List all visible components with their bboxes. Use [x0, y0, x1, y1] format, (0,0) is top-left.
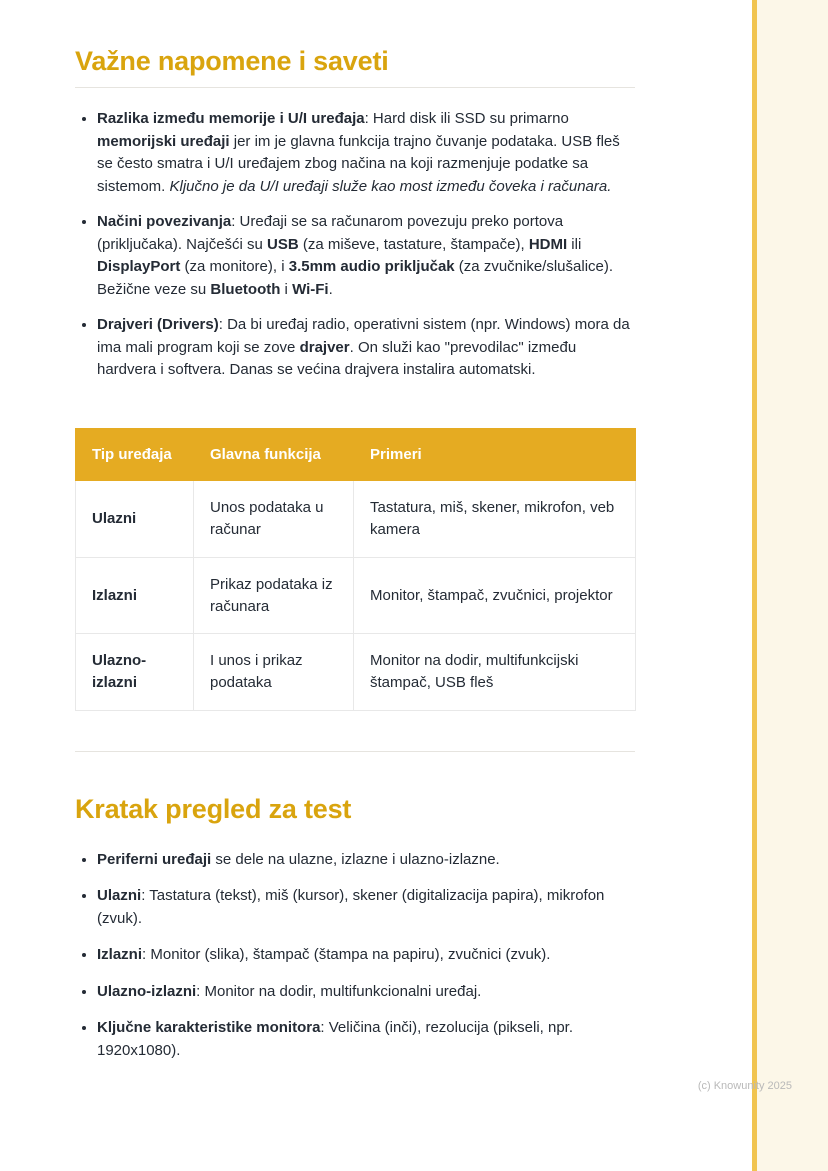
text-segment: : Monitor na dodir, multifunkcionalni uređaj. [196, 982, 482, 1000]
list-item [97, 211, 635, 301]
table-cell: Monitor, štampač, zvučnici, projektor [354, 557, 636, 634]
text-segment: (za zvučnike/slušalice). Bežične veze su [97, 258, 614, 298]
table-header-row [76, 428, 636, 481]
text-segment: 3.5mm audio priključak [288, 258, 455, 275]
page-margin-area [757, 0, 828, 1171]
table-cell: I unos i prikaz podataka [194, 634, 354, 711]
text-segment: . [328, 280, 333, 298]
text-segment: i [280, 280, 293, 298]
text-segment: : Veličina (inči), rezolucija (pikseli, npr. 1920x1080). [97, 1019, 574, 1059]
table-cell: Ulazni [76, 481, 194, 558]
text-segment: HDMI [528, 235, 568, 253]
table-cell: Izlazni [76, 557, 194, 634]
list-item [97, 981, 635, 1004]
text-segment: DisplayPort [97, 258, 181, 275]
table-cell: Monitor na dodir, multifunkcijski štampač, USB fleš [354, 634, 636, 711]
text-segment: Izlazni [97, 946, 143, 964]
table-cell: Prikaz podataka iz računara [194, 557, 354, 634]
text-segment: : Da bi uređaj radio, operativni sistem (npr. Windows) mora da ima mali program koji se zove [97, 316, 630, 356]
text-segment: : Uređaji se sa računarom povezuju preko portova (priključaka). Najčešći su [97, 213, 564, 253]
vertical-accent-bar [752, 0, 757, 1171]
text-segment: Drajveri (Drivers) [97, 316, 219, 333]
list-item [97, 944, 635, 967]
text-segment: USB [267, 235, 299, 253]
text-segment: Wi-Fi [292, 280, 329, 298]
list-item [97, 1017, 635, 1062]
text-segment: . On služi kao "prevodilac" između hardvera i softvera. Danas se većina drajvera instalira automatski. [97, 338, 577, 378]
table-header-cell: Primeri [354, 428, 636, 481]
text-segment: Bluetooth [210, 280, 281, 298]
text-segment: : Hard disk ili SSD su primarno [364, 110, 569, 127]
table-cell: Unos podataka u računar [194, 481, 354, 558]
table-row [76, 481, 636, 558]
text-segment: (za monitore), i [180, 258, 289, 275]
text-segment: se dele na ulazne, izlazne i ulazno-izlazne. [211, 850, 500, 868]
text-segment: jer im je glavna funkcija trajno čuvanje podataka. USB fleš se često smatra i U/I uređajem zbog načina na koji razmenjuje podatke sa sistemom. [97, 132, 620, 195]
text-segment: Ulazni [97, 887, 142, 905]
list-item [97, 108, 635, 198]
text-segment: Periferni uređaji [97, 850, 212, 868]
watermark: (c) Knowunity 2025 [697, 1080, 792, 1092]
table-cell: Ulazno-izlazni [76, 634, 194, 711]
table-header-cell: Tip uređaja [76, 428, 194, 481]
text-segment: drajver [299, 338, 350, 356]
table-cell: Tastatura, miš, skener, mikrofon, veb kamera [354, 481, 636, 558]
text-segment: memorijski uređaji [97, 132, 230, 150]
text-segment: Načini povezivanja [97, 213, 232, 230]
text-segment: ili [567, 235, 582, 253]
text-segment: Ključne karakteristike monitora [97, 1019, 321, 1037]
table-header-cell: Glavna funkcija [194, 428, 354, 481]
text-segment: Ulazno-izlazni [97, 982, 197, 1000]
notes-list [75, 108, 635, 382]
text-segment: Ključno je da U/I uređaji služe kao most između čoveka i računara. [169, 177, 612, 195]
table-row [76, 634, 636, 711]
device-types-table [75, 428, 636, 711]
text-segment: : Monitor (slika), štampač (štampa na papiru), zvučnici (zvuk). [142, 946, 551, 964]
list-item [97, 849, 635, 872]
text-segment: Razlika između memorije i U/I uređaja [97, 110, 365, 127]
list-item [97, 314, 635, 382]
section-title-review: Kratak pregled za test [75, 793, 352, 824]
text-segment: : Tastatura (tekst), miš (kursor), skener (digitalizacija papira), mikrofon (zvuk). [97, 887, 605, 927]
review-list [75, 849, 635, 1063]
table-row [76, 557, 636, 634]
section-divider [75, 751, 635, 752]
list-item [97, 885, 635, 930]
section-title-notes: Važne napomene i saveti [75, 46, 635, 88]
document-content [75, 46, 635, 1076]
text-segment: (za miševe, tastature, štampače), [298, 235, 529, 253]
